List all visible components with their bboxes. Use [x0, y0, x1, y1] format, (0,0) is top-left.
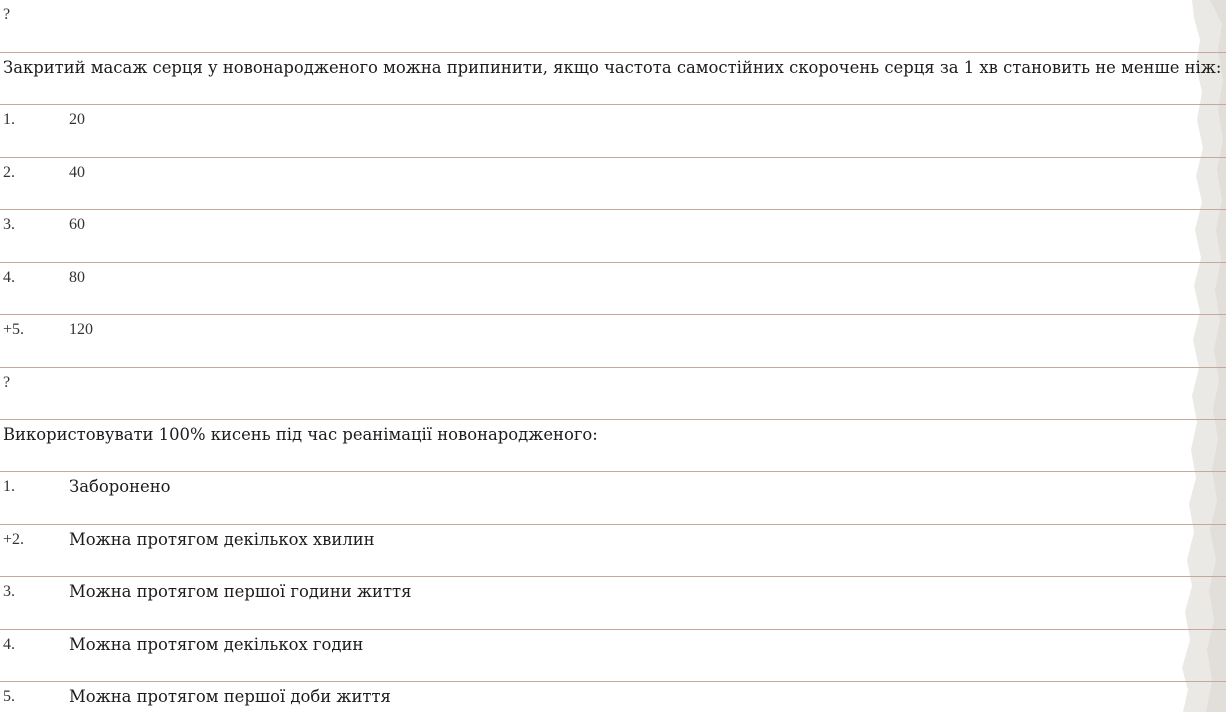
answer-option-row — [0, 209, 1226, 261]
answer-number: 4. — [3, 636, 15, 653]
answer-text: Заборонено — [69, 477, 171, 496]
answer-number: 4. — [3, 269, 15, 286]
answer-option-row — [0, 104, 1226, 156]
question-marker: ? — [3, 374, 11, 391]
answer-option-row — [0, 157, 1226, 209]
answer-number: +2. — [3, 531, 25, 548]
answer-text: 120 — [69, 321, 93, 338]
answer-number: 5. — [3, 688, 15, 705]
question-marker: ? — [3, 6, 11, 23]
answer-option-row — [0, 629, 1226, 681]
answer-option-row — [0, 262, 1226, 314]
answer-text: Можна протягом декількох годин — [69, 635, 364, 654]
answer-option-row-correct — [0, 524, 1226, 576]
answer-number: 2. — [3, 164, 15, 181]
answer-option-row — [0, 471, 1226, 523]
answer-text: Можна протягом першої доби життя — [69, 687, 391, 706]
answer-option-row-correct — [0, 314, 1226, 366]
answer-text: 80 — [69, 269, 85, 286]
question-text: Використовувати 100% кисень під час реанімації новонародженого: — [3, 425, 598, 444]
answer-text: 60 — [69, 216, 85, 233]
question-text: Закритий масаж серця у новонародженого можна припинити, якщо частота самостійних скорочень серця за 1 хв становить не менше ніж: — [3, 58, 1222, 77]
answer-number: 1. — [3, 478, 15, 495]
answer-number: 3. — [3, 583, 15, 600]
answer-number: +5. — [3, 321, 25, 338]
answer-number: 3. — [3, 216, 15, 233]
answer-option-row — [0, 681, 1226, 712]
question-row — [0, 419, 1226, 471]
answer-text: 40 — [69, 164, 85, 181]
question-marker-row — [0, 0, 1226, 52]
answer-text: 20 — [69, 111, 85, 128]
question-marker-row — [0, 367, 1226, 419]
answer-option-row — [0, 576, 1226, 628]
answer-number: 1. — [3, 111, 15, 128]
answer-text: Можна протягом першої години життя — [69, 582, 412, 601]
answer-text: Можна протягом декількох хвилин — [69, 530, 375, 549]
question-row — [0, 52, 1226, 104]
